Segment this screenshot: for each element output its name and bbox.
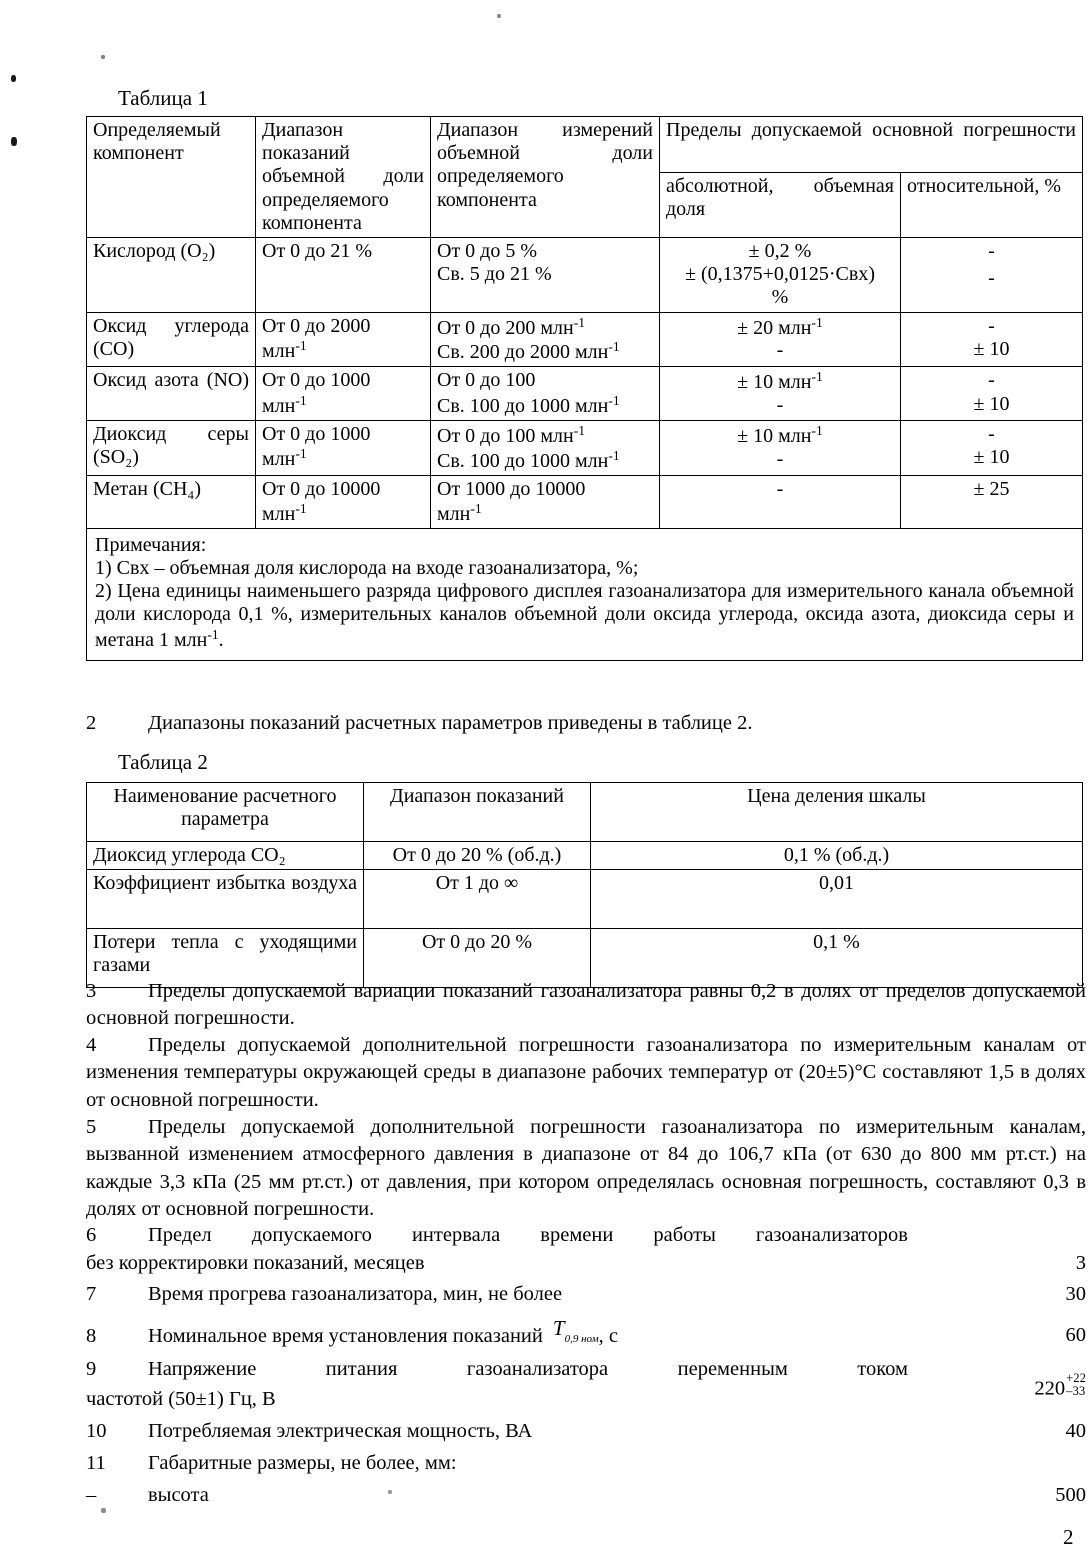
table1-cell-measure-range: От 0 до 100 млн$^{-1}$ Св. 100 до 1000 млн$^{-1}$ — [431, 420, 660, 475]
table1-cell-component: Метан (CH₄) — [87, 475, 256, 528]
table1-cell-measure-range: От 1000 до 10000 млн$^{-1}$ — [431, 475, 660, 528]
spec-item-11-height — [86, 1482, 1086, 1509]
table1-row-carbon-monoxide — [87, 312, 1083, 367]
item-number: 9 — [86, 1358, 97, 1380]
spec-item-11 — [86, 1450, 1086, 1477]
table1-cell-relative: - - — [901, 237, 1083, 312]
table2-cell-division: 0,1 % — [591, 929, 1083, 988]
paragraph-text: Пределы допускаемой дополнительной погрешности газоанализатора по измерительным каналам от изменения температуры окружающей среды в диапазоне рабочих температур от (20±5)°С составляют 1,5 в долях от основной погрешности. — [86, 1034, 1086, 1111]
table1-header-component: Определяемый компонент — [87, 117, 256, 238]
table1-cell-reading-range: От 0 до 2000 млн$^{-1}$ — [256, 312, 431, 367]
item-number: – — [86, 1484, 97, 1506]
table2-cell-name: Потери тепла с уходящими газами — [87, 929, 364, 988]
scan-speck — [497, 14, 501, 18]
note-1: 1) Cвх – объемная доля кислорода на входе газоанализатора, %; — [95, 556, 639, 579]
table1-cell-component: Оксид азота (NO) — [87, 367, 256, 420]
table1-row-oxygen — [87, 237, 1083, 312]
table1-cell-absolute: ± 0,2 % ± (0,1375+0,0125·Cвх) % — [660, 237, 901, 312]
item-label: Габаритные размеры, не более, мм: — [148, 1452, 457, 1474]
table1-cell-measure-range: От 0 до 200 млн$^{-1}$ Св. 200 до 2000 млн$^{-1}$ — [431, 312, 660, 367]
item-number: 11 — [86, 1452, 106, 1474]
exponent: -1 — [295, 500, 307, 516]
item-number: 7 — [86, 1283, 97, 1305]
spec-item-6-cont — [86, 1250, 1086, 1277]
tolerance: +22 –33 — [1066, 1371, 1086, 1398]
spec-item-7 — [86, 1281, 1086, 1308]
exponent: -1 — [295, 445, 307, 461]
exponent: -1 — [608, 392, 620, 408]
table1-cell-component: Диоксид серы (SO₂) — [87, 420, 256, 475]
table1-header-reading-range: Диапазон показаний объемной доли определяемого компонента — [256, 117, 431, 238]
table1-row-sulfur-dioxide — [87, 420, 1083, 475]
table1-caption: Таблица 1 — [118, 86, 208, 110]
time-symbol: T0,9 ном — [552, 1316, 599, 1345]
spec-item-9-cont — [86, 1371, 1086, 1417]
table1-cell-absolute: ± 10 млн$^{-1}$ - — [660, 367, 901, 420]
table1-cell-reading-range: От 0 до 10000 млн$^{-1}$ — [256, 475, 431, 528]
exponent: -1 — [811, 369, 823, 385]
item-number: 6 — [86, 1224, 97, 1246]
item-label: Потребляемая электрическая мощность, ВА — [148, 1420, 533, 1442]
scan-speck — [11, 75, 16, 82]
table1-cell-absolute: ± 20 млн$^{-1}$ - — [660, 312, 901, 367]
spec-item-9 — [86, 1356, 1086, 1383]
table2-cell-division: 0,1 % (об.д.) — [591, 842, 1083, 870]
table1-cell-reading-range: От 0 до 1000 млн$^{-1}$ — [256, 367, 431, 420]
item-label: Номинальное время установления показаний — [148, 1325, 543, 1347]
page-number: 2 — [1063, 1525, 1074, 1549]
table2-row-excess-air — [87, 870, 1083, 929]
paragraph-text: Пределы допускаемой вариации показаний газоанализатора равны 0,2 в долях от пределов допускаемой основной погрешности. — [86, 980, 1086, 1030]
item-label-suffix: , с — [598, 1325, 618, 1347]
item-label: Напряжение питания газоанализатора переменным током — [148, 1358, 908, 1380]
table2-cell-name: Коэффициент избытка воздуха — [87, 870, 364, 929]
table2 — [86, 782, 1083, 988]
paragraph-5 — [86, 1114, 1086, 1223]
spec-item-10 — [86, 1418, 1086, 1445]
paragraph-text: Диапазоны показаний расчетных параметров приведены в таблице 2. — [148, 712, 753, 734]
paragraph-number: 2 — [86, 712, 97, 734]
table1-cell-measure-range: От 0 до 100 Св. 100 до 1000 млн$^{-1}$ — [431, 367, 660, 420]
exponent: -1 — [295, 337, 307, 353]
table1-cell-measure-range: От 0 до 5 % Св. 5 до 21 % — [431, 237, 660, 312]
item-value: 30 — [1065, 1283, 1086, 1305]
table2-cell-range: От 0 до 20 % — [364, 929, 591, 988]
exponent: -1 — [207, 626, 219, 642]
table1-notes-row — [87, 528, 1083, 660]
item-value: 500 — [1055, 1484, 1086, 1506]
paragraph-text: Пределы допускаемой дополнительной погрешности газоанализатора по измерительным каналам, вызванной изменением атмосферного давления в диапазоне от 84 до 106,7 кПа (от 630 до 800 мм рт.ст.) на каждые 3,3 кПа (25 мм рт.ст.) от давления, при котором определялась основная погрешность, составляют 0,3 в долях от основной погрешности. — [86, 1116, 1086, 1220]
table1-cell-relative: - ± 10 — [901, 312, 1083, 367]
item-value: 40 — [1065, 1420, 1086, 1442]
table1-cell-relative: - ± 10 — [901, 420, 1083, 475]
table2-header-division: Цена деления шкалы — [591, 783, 1083, 842]
item-value: 3 — [1075, 1252, 1086, 1274]
table1-cell-relative: - ± 10 — [901, 367, 1083, 420]
table2-cell-division: 0,01 — [591, 870, 1083, 929]
table1-cell-absolute: ± 10 млн$^{-1}$ - — [660, 420, 901, 475]
table1-cell-component: Кислород (O₂) — [87, 237, 256, 312]
table1-header-row-1 — [87, 117, 1083, 173]
scan-speck — [11, 137, 17, 146]
notes-title: Примечания: — [95, 533, 207, 556]
exponent: -1 — [295, 392, 307, 408]
table2-cell-name: Диоксид углерода CO₂ — [87, 842, 364, 870]
exponent: -1 — [573, 314, 586, 330]
table1-row-nitric-oxide — [87, 367, 1083, 420]
item-number: 8 — [86, 1325, 97, 1347]
table2-header-range: Диапазон показаний — [364, 783, 591, 842]
paragraph-3 — [86, 978, 1086, 1033]
table2-cell-range: От 1 до ∞ — [364, 870, 591, 929]
item-value: 220 +22 –33 — [1034, 1371, 1086, 1400]
table2-caption: Таблица 2 — [118, 750, 208, 774]
item-value: 60 — [1065, 1324, 1086, 1346]
exponent: -1 — [811, 422, 823, 438]
table1-header-measure-range: Диапазон измерений объемной доли определяемого компонента — [431, 117, 660, 238]
exponent: -1 — [470, 500, 482, 516]
note-2: 2) Цена единицы наименьшего разряда цифрового дисплея газоанализатора для измерительного канала объемной доли кислорода 0,1 %, измерительных каналов объемной доли оксида углерода, оксида азота, диоксида серы и метана 1 млн$^{-1}$. — [95, 580, 1075, 651]
exponent: -1 — [608, 339, 620, 355]
paragraph-number: 4 — [86, 1034, 97, 1056]
table2-cell-range: От 0 до 20 % (об.д.) — [364, 842, 591, 870]
table1 — [86, 116, 1083, 661]
table2-header-name: Наименование расчетного параметра — [87, 783, 364, 842]
table1-cell-reading-range: От 0 до 21 % — [256, 237, 431, 312]
scan-speck — [101, 55, 105, 59]
paragraph-4 — [86, 1032, 1086, 1114]
exponent: -1 — [811, 314, 823, 330]
paragraph-number: 5 — [86, 1116, 97, 1138]
table1-cell-component: Оксид углерода (CO) — [87, 312, 256, 367]
exponent: -1 — [608, 447, 620, 463]
table2-row-co2 — [87, 842, 1083, 870]
unit-with-exponent: млн$^{-1}$ — [262, 337, 307, 362]
item-label-cont: частотой (50±1) Гц, В — [86, 1388, 276, 1410]
table1-cell-absolute: - — [660, 475, 901, 528]
table2-header-row — [87, 783, 1083, 842]
table1-row-methane — [87, 475, 1083, 528]
spec-item-8 — [86, 1316, 1086, 1350]
spec-item-6 — [86, 1222, 1086, 1249]
table1-header-limits: Пределы допускаемой основной погрешности — [660, 117, 1083, 173]
paragraph-2 — [86, 710, 1086, 737]
table1-notes — [87, 528, 1083, 660]
item-label: высота — [148, 1484, 209, 1506]
item-label: Предел допускаемого интервала времени работы газоанализаторов — [148, 1224, 908, 1246]
item-number: 10 — [86, 1420, 107, 1442]
table1-cell-reading-range: От 0 до 1000 млн$^{-1}$ — [256, 420, 431, 475]
table1-header-absolute: абсолютной, объемная доля — [660, 172, 901, 237]
table1-cell-relative: ± 25 — [901, 475, 1083, 528]
item-label-cont: без корректировки показаний, месяцев — [86, 1252, 425, 1274]
item-label: Время прогрева газоанализатора, мин, не более — [148, 1283, 563, 1305]
exponent: -1 — [573, 422, 586, 438]
paragraph-number: 3 — [86, 980, 97, 1002]
table1-header-relative: относительной, % — [901, 172, 1083, 237]
